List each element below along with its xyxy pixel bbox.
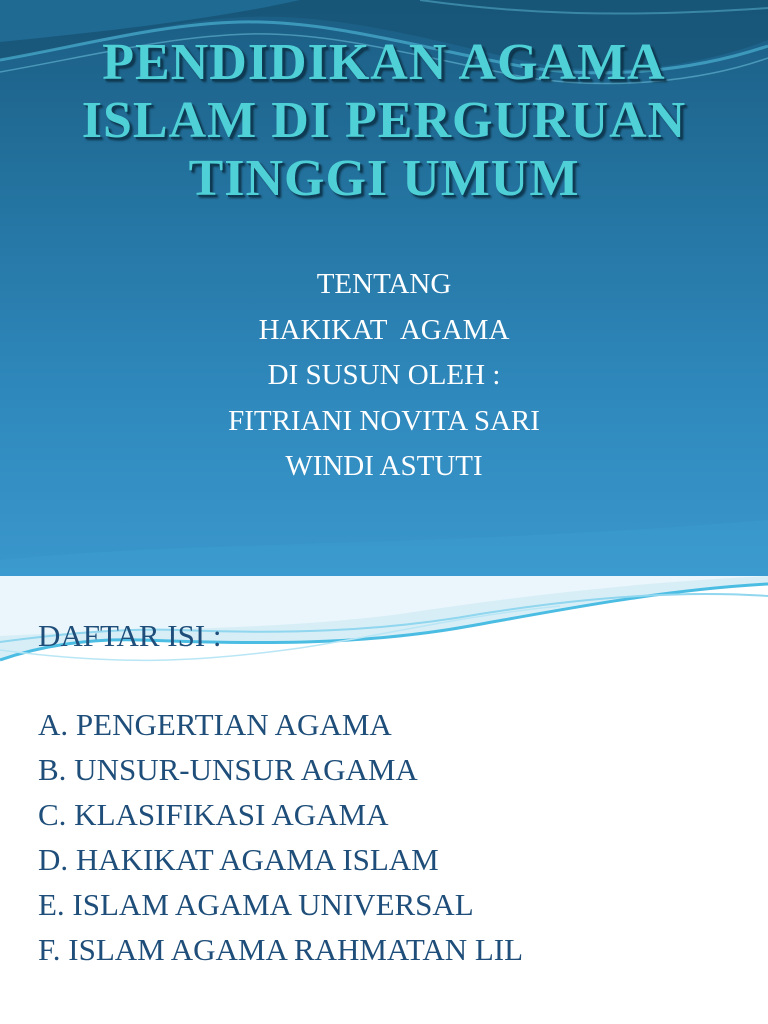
title-line: TINGGI UMUM [188,150,580,207]
toc-item: C. KLASIFIKASI AGAMA [38,797,389,832]
subtitle-block [0,262,768,490]
title-line: PENDIDIKAN AGAMA [102,34,666,91]
toc-item: A. PENGERTIAN AGAMA [38,707,392,742]
toc-item: B. UNSUR-UNSUR AGAMA [38,752,418,787]
subtitle-line: TENTANG [316,268,452,300]
toc-slide [0,576,768,1024]
toc-heading: DAFTAR ISI : [38,618,222,653]
presentation-title [0,34,768,208]
subtitle-line: WINDI ASTUTI [285,450,483,482]
subtitle-line: FITRIANI NOVITA SARI [228,404,540,437]
subtitle-line: DI SUSUN OLEH : [267,359,501,391]
toc-item: E. ISLAM AGAMA UNIVERSAL [38,887,474,922]
toc-item: D. HAKIKAT AGAMA ISLAM [38,842,439,877]
subtitle-line: HAKIKAT AGAMA [258,313,510,346]
toc-item: F. ISLAM AGAMA RAHMATAN LIL [38,932,524,967]
toc-list [38,702,523,972]
title-line: ISLAM DI PERGURUAN [81,92,687,149]
